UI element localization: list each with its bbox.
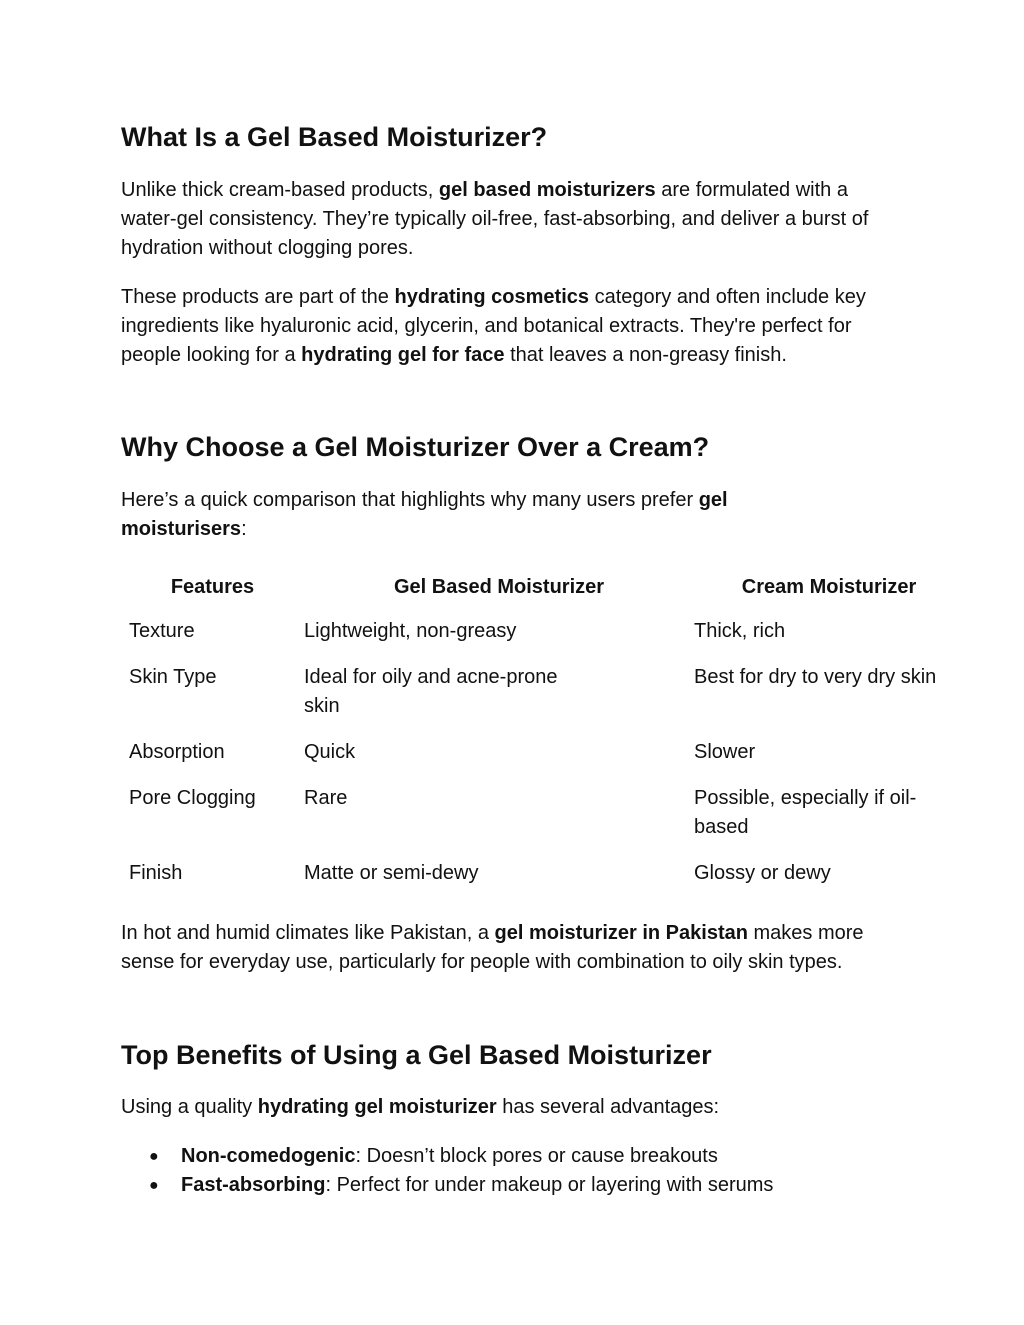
paragraph-intro-gel — [121, 176, 906, 263]
bold-keyword: hydrating cosmetics — [394, 286, 590, 308]
table-cell: Possible, especially if oil-based — [694, 787, 917, 838]
table-cell: Slower — [694, 741, 756, 763]
bold-keyword: gel moisturizer in Pakistan — [494, 922, 748, 944]
bold-keyword: Fast-absorbing — [181, 1174, 326, 1196]
text-span: : Perfect for under makeup or layering with serums — [325, 1174, 774, 1196]
heading-what-is-gel: What Is a Gel Based Moisturizer? — [121, 122, 548, 152]
list-item — [121, 1171, 773, 1200]
bold-keyword: hydrating gel moisturizer — [257, 1096, 497, 1118]
table-cell: Skin Type — [129, 666, 217, 688]
text-span: makes more sense for everyday use, particularly for people with combination to oily skin types. — [121, 922, 864, 973]
bold-keyword: Non-comedogenic — [181, 1145, 356, 1167]
paragraph-hydrating-cosmetics — [121, 283, 911, 370]
comparison-table — [121, 566, 964, 896]
table-row — [121, 850, 964, 896]
text-span: In hot and humid climates like Pakistan, a — [121, 922, 495, 944]
text-span: : — [241, 518, 247, 540]
table-cell: Finish — [129, 862, 183, 884]
bold-keyword: gel moisturisers — [121, 489, 728, 540]
paragraph-benefits-intro — [121, 1093, 911, 1122]
table-row — [121, 729, 964, 775]
table-cell: Texture — [129, 620, 195, 642]
table-cell: Absorption — [129, 741, 225, 763]
table-cell: Glossy or dewy — [694, 862, 831, 884]
list-item — [121, 1142, 773, 1171]
benefits-list — [121, 1142, 773, 1200]
table-cell: Best for dry to very dry skin — [694, 666, 937, 688]
table-header-features: Features — [170, 575, 255, 598]
table-row — [121, 775, 964, 850]
table-row — [121, 654, 964, 729]
text-span: are formulated with a water-gel consistency. They’re typically oil-free, fast-absorbing, and deliver a burst of hydration without clogging pores. — [121, 179, 869, 259]
text-span: Here’s a quick comparison that highlights why many users prefer — [121, 489, 699, 511]
text-span: category and often include key ingredients like hyaluronic acid, glycerin, and botanical extracts. They're perfect for people looking for a — [121, 286, 866, 366]
text-span: that leaves a non-greasy finish. — [504, 344, 787, 366]
bullet-icon: ● — [149, 1148, 159, 1165]
text-span: Using a quality — [121, 1096, 258, 1118]
bullet-icon: ● — [149, 1177, 159, 1194]
table-cell: Lightweight, non-greasy — [304, 620, 517, 642]
table-row — [121, 608, 964, 654]
table-cell: Matte or semi-dewy — [304, 862, 479, 884]
paragraph-pakistan-climate — [121, 919, 911, 977]
table-cell: Rare — [304, 787, 348, 809]
bold-keyword: hydrating gel for face — [301, 344, 505, 366]
table-cell: Quick — [304, 741, 356, 763]
text-span: These products are part of the — [121, 286, 395, 308]
paragraph-comparison-intro — [121, 486, 821, 544]
heading-why-choose-gel: Why Choose a Gel Moisturizer Over a Cream? — [121, 432, 710, 462]
table-header-row — [121, 566, 964, 608]
table-cell: Ideal for oily and acne-prone skin — [304, 666, 558, 717]
text-span: : Doesn’t block pores or cause breakouts — [355, 1145, 718, 1167]
table-header-gel: Gel Based Moisturizer — [393, 575, 605, 598]
table-cell: Pore Clogging — [129, 787, 256, 809]
table-header-cream: Cream Moisturizer — [741, 575, 917, 598]
heading-top-benefits: Top Benefits of Using a Gel Based Moisturizer — [121, 1040, 712, 1070]
table-cell: Thick, rich — [694, 620, 786, 642]
text-span: has several advantages: — [496, 1096, 720, 1118]
text-span: Unlike thick cream-based products, — [121, 179, 439, 201]
bold-keyword: gel based moisturizers — [438, 179, 656, 201]
